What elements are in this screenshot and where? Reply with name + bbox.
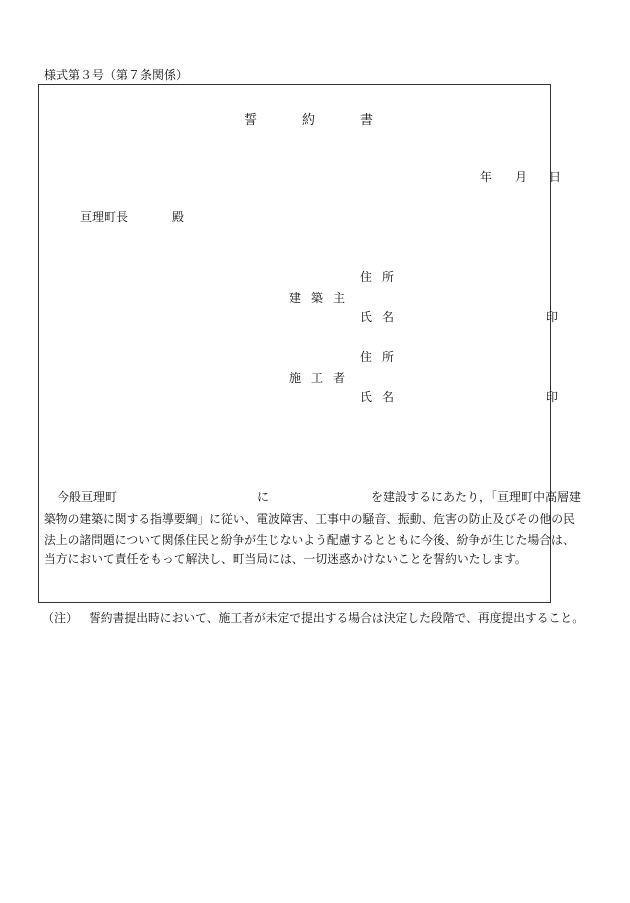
owner-role-3: 主 xyxy=(333,291,346,305)
note-text: 誓約書提出時において、施工者が未定で提出する場合は決定した段階で、再度提出すること。 xyxy=(89,611,584,625)
body-line1-particle: に xyxy=(257,490,270,504)
body-line3: 法上の諸問題について関係住民と紛争が生じないよう配慮するとともに今後、紛争が生じた場合は、 xyxy=(44,533,575,547)
title-char-3: 書 xyxy=(360,113,374,128)
contractor-address-label-1: 住 xyxy=(360,350,373,364)
owner-role-2: 築 xyxy=(311,291,324,305)
contractor-seal: 印 xyxy=(546,390,559,404)
contractor-role-1: 施 xyxy=(289,371,302,385)
body-line1-suffix: を建設するにあたり，「亘理町中高層建 xyxy=(371,490,582,504)
addressee-honorific: 殿 xyxy=(172,210,185,224)
owner-seal: 印 xyxy=(546,310,559,324)
contractor-role-2: 工 xyxy=(311,371,324,385)
contractor-name-label-1: 氏 xyxy=(360,390,373,404)
owner-address-label-1: 住 xyxy=(360,270,373,284)
body-line2: 築物の建築に関する指導要綱」に従い、電波障害、工事中の騒音、振動、危害の防止及びその他の民 xyxy=(44,512,575,526)
contractor-address-label-2: 所 xyxy=(382,350,395,364)
title-char-1: 誓 xyxy=(244,113,258,128)
date-year: 年 xyxy=(480,170,493,184)
date-day: 日 xyxy=(549,170,562,184)
form-number: 様式第３号（第７条関係） xyxy=(44,68,189,82)
date-month: 月 xyxy=(515,170,528,184)
contractor-name-label-2: 名 xyxy=(382,390,395,404)
addressee-recipient: 亘理町長 xyxy=(80,210,129,224)
owner-name-label-2: 名 xyxy=(382,310,395,324)
contractor-role-3: 者 xyxy=(333,371,346,385)
owner-role-1: 建 xyxy=(289,291,302,305)
note-marker: （注） xyxy=(42,611,79,625)
owner-name-label-1: 氏 xyxy=(360,310,373,324)
owner-address-label-2: 所 xyxy=(382,270,395,284)
body-line4: 当方において責任をもって解決し、町当局には、一切迷惑かけないことを誓約いたします。 xyxy=(44,552,527,566)
title-char-2: 約 xyxy=(302,113,316,128)
body-line1-prefix: 今般亘理町 xyxy=(57,490,118,504)
